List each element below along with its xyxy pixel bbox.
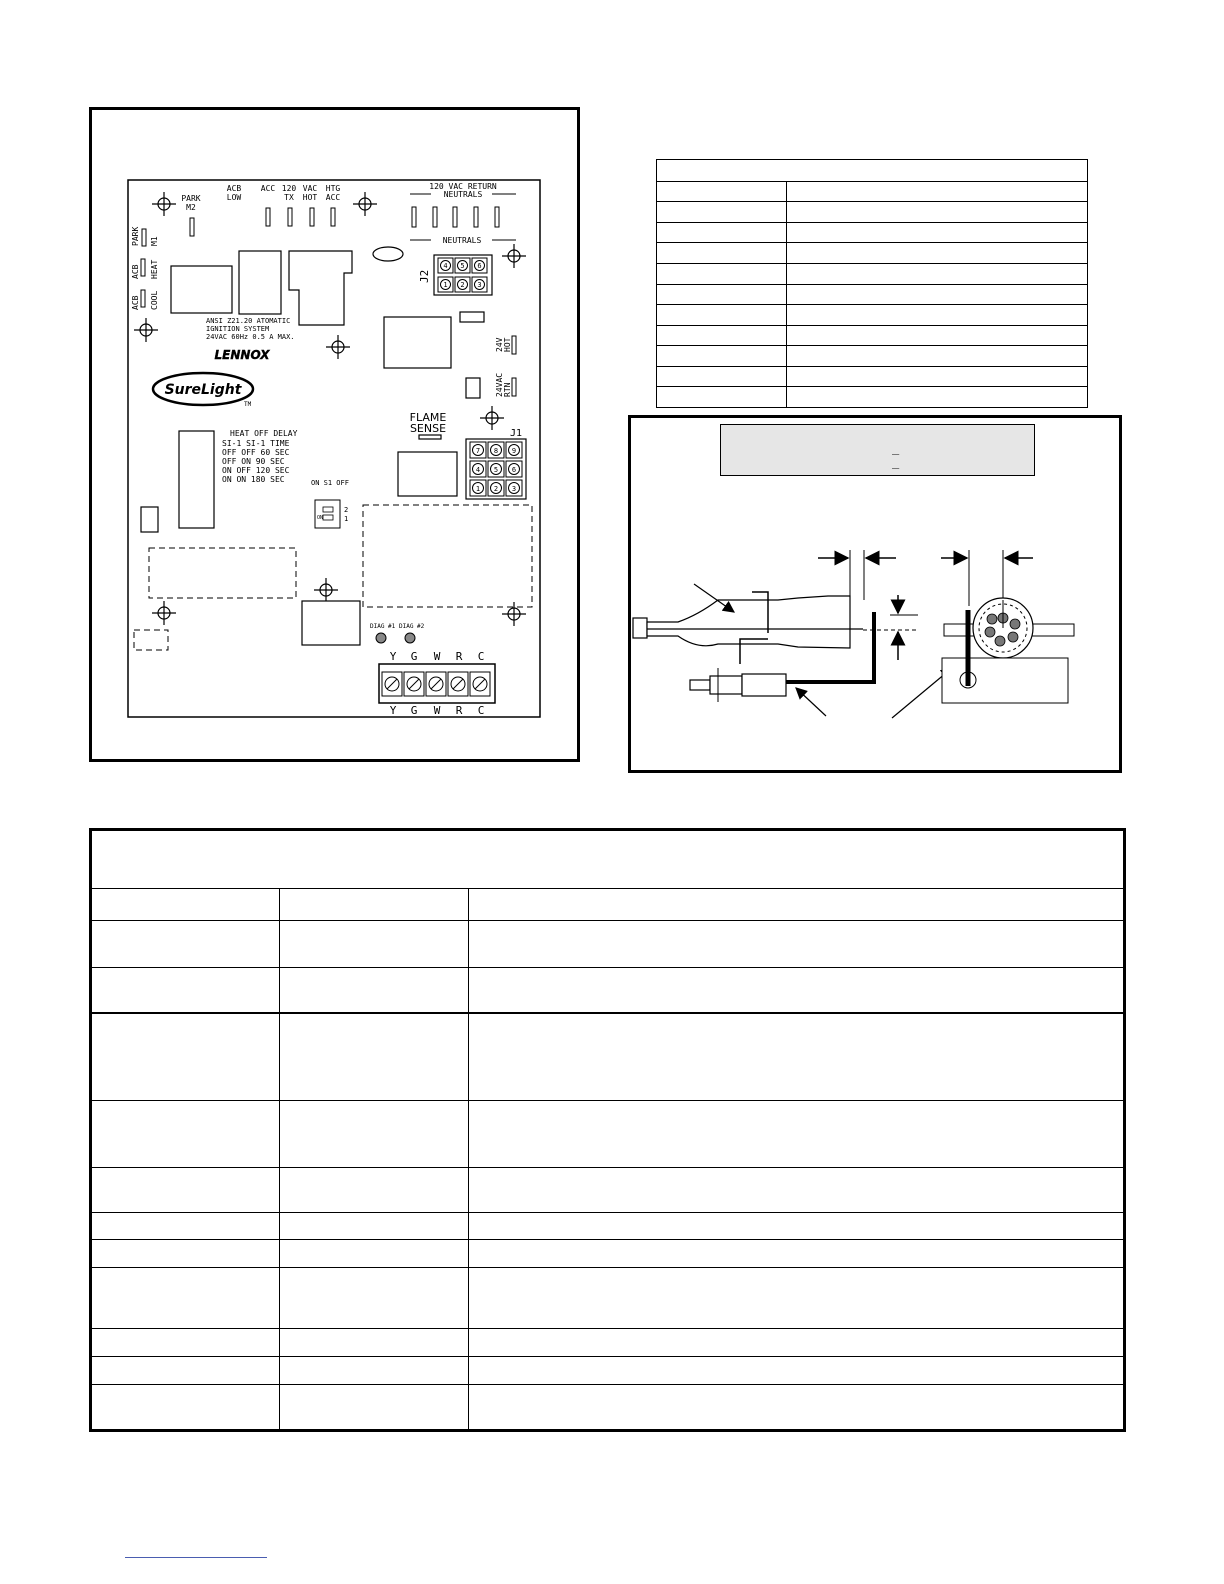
svg-text:2: 2 [460,281,465,289]
svg-text:4: 4 [475,466,481,474]
table-row [657,263,1088,284]
svg-text:OFF OFF 60 SEC: OFF OFF 60 SEC [222,448,290,457]
svg-text:ON OFF 120 SEC: ON OFF 120 SEC [222,466,290,475]
footer-link-underline[interactable] [125,1557,267,1558]
svg-text:ACC: ACC [325,193,341,202]
svg-text:SI-1 SI-1 TIME: SI-1 SI-1 TIME [222,439,290,448]
svg-text:1: 1 [475,485,481,493]
diag-led-1 [376,633,386,643]
lennox-logo: LENNOX [214,348,270,362]
svg-text:HEAT OFF DELAY: HEAT OFF DELAY [230,429,298,438]
table-row [91,1329,1125,1357]
svg-text:ON: ON [317,515,324,521]
table-row [91,1213,1125,1240]
svg-text:M2: M2 [186,203,196,212]
table-row [91,830,1125,889]
svg-text:3: 3 [511,485,517,493]
table-row [91,1168,1125,1213]
label-vac-hot: VAC [302,184,318,193]
table-row [657,222,1088,243]
svg-text:Y: Y [389,650,397,663]
svg-text:2: 2 [493,485,499,493]
svg-text:24VAC: 24VAC [495,372,504,397]
svg-text:9: 9 [511,447,517,455]
dip-switch-label: ON S1 OFF [311,479,349,487]
svg-text:R: R [455,704,463,717]
svg-text:5: 5 [460,262,465,270]
svg-text:TX: TX [284,193,294,202]
diag-led-2 [405,633,415,643]
svg-text:7: 7 [475,447,481,455]
label-return-neutrals: 120 VAC RETURN [429,182,497,191]
svg-text:DIAG #1: DIAG #1 [370,623,396,630]
table-row [657,160,1088,182]
svg-text:R: R [455,650,463,663]
table-row [657,366,1088,387]
table-row [657,202,1088,223]
svg-text:24V: 24V [495,337,504,352]
svg-text:2: 2 [344,506,349,514]
svg-text:M1: M1 [150,236,159,246]
sensor-spec-box [720,424,1035,476]
flame-sensor-diagram [628,540,1122,740]
table-row [657,305,1088,326]
svg-text:ACB: ACB [131,264,140,279]
table-row [91,889,1125,921]
svg-text:W: W [433,650,441,663]
table-row [657,181,1088,202]
table-row [657,284,1088,305]
spec-mark: _ [892,455,900,469]
table-row [657,387,1088,408]
svg-text:SENSE: SENSE [409,422,447,435]
svg-text:HOT: HOT [302,193,318,202]
label-htg-acc: HTG [325,184,341,193]
pin-table [656,159,1088,408]
svg-text:24VAC 60Hz 0.5 A MAX.: 24VAC 60Hz 0.5 A MAX. [206,333,295,341]
table-row [91,1385,1125,1431]
label-park-m2: PARK [181,194,201,203]
ansi-line-1: ANSI Z21.20 ATOMATIC [206,317,291,325]
svg-text:3: 3 [477,281,482,289]
svg-text:PARK: PARK [131,226,140,246]
table-row [657,325,1088,346]
svg-text:OFF ON 90 SEC: OFF ON 90 SEC [222,457,285,466]
table-row [91,1240,1125,1268]
dip-switch [315,500,340,528]
table-row [657,346,1088,367]
svg-text:IGNITION SYSTEM: IGNITION SYSTEM [206,325,270,333]
svg-text:LOW: LOW [226,193,242,202]
table-row [91,1268,1125,1329]
svg-text:G: G [410,650,418,663]
label-acc: ACC [260,184,276,193]
svg-text:C: C [477,650,485,663]
svg-text:G: G [410,704,418,717]
label-acb-low: ACB [226,184,242,193]
spec-mark: _ [892,441,900,455]
svg-text:TM: TM [244,401,252,408]
svg-text:8: 8 [493,447,499,455]
svg-text:C: C [477,704,485,717]
svg-text:ACB: ACB [131,295,140,310]
svg-text:4: 4 [443,262,448,270]
table-row [91,1357,1125,1385]
control-board-diagram [0,0,600,780]
svg-text:1: 1 [443,281,448,289]
svg-text:HEAT: HEAT [150,259,159,279]
svg-text:ON ON 180 SEC: ON ON 180 SEC [222,475,285,484]
svg-text:1: 1 [344,515,349,523]
table-row [91,1101,1125,1168]
svg-text:6: 6 [477,262,482,270]
table-row [657,243,1088,264]
svg-text:Y: Y [389,704,397,717]
table-row [91,921,1125,968]
svg-text:COOL: COOL [150,290,159,310]
label-flame-sense: FLAME [409,411,447,424]
label-neutrals: NEUTRALS [442,236,482,245]
label-j2: J2 [418,269,431,283]
label-120-tx: 120 [281,184,297,193]
svg-text:6: 6 [511,466,517,474]
svg-text:RTN: RTN [503,382,512,397]
svg-text:W: W [433,704,441,717]
table-row [91,968,1125,1014]
svg-text:5: 5 [493,466,499,474]
diagnostic-table [89,828,1126,1432]
table-row [91,1013,1125,1101]
label-j1: J1 [510,428,523,439]
svg-text:DIAG #2: DIAG #2 [399,623,425,630]
heat-off-delay-legend [222,429,298,484]
svg-text:HOT: HOT [503,337,512,352]
svg-text:SureLight: SureLight [164,382,242,398]
svg-text:NEUTRALS: NEUTRALS [443,190,483,199]
